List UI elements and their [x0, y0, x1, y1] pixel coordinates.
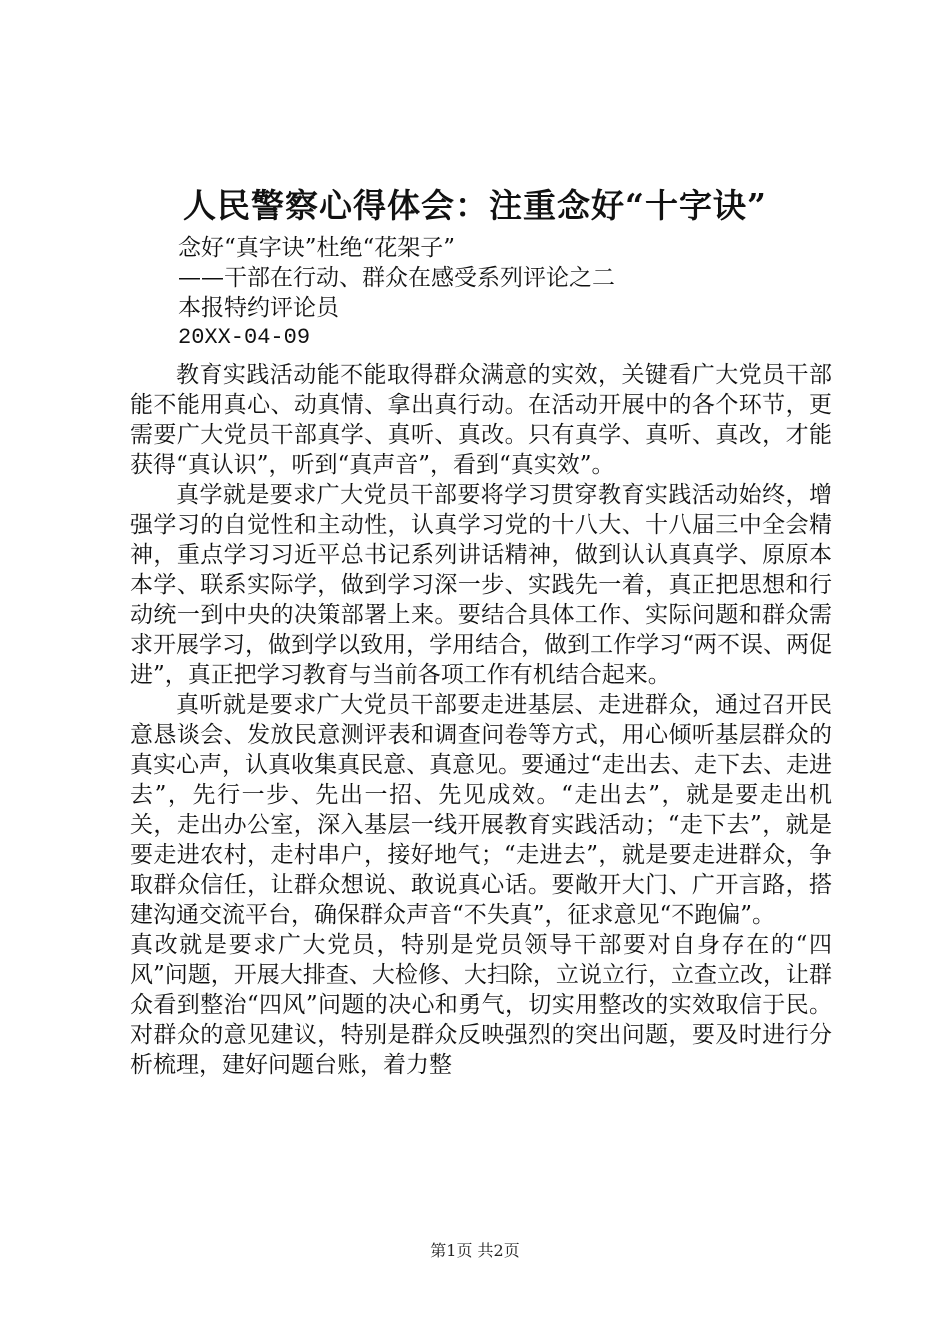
- document-subtitle: 念好“真字诀”杜绝“花架子”: [178, 235, 456, 261]
- page-footer: 第1页 共2页: [430, 1241, 520, 1260]
- series-line: ——干部在行动、群众在感受系列评论之二: [178, 265, 615, 291]
- document-meta: [178, 233, 878, 353]
- date-line: 20XX-04-09: [178, 325, 311, 350]
- paragraph-zhengai: 真改就是要求广大党员，特别是党员领导干部要对自身存在的“四风”问题，开展大排查、大检修、大扫除，立说立行，立查立改，让群众看到整治“四风”问题的决心和勇气，切实用整改的实效取信于民。对群众的意见建议，特别是群众反映强烈的突出问题，要及时进行分析梳理，建好问题台账，着力整: [130, 932, 832, 1078]
- document-body: [130, 360, 832, 1080]
- document-title: 人民警察心得体会：注重念好“十字诀”: [183, 186, 767, 225]
- paragraph-intro: 教育实践活动能不能取得群众满意的实效，关键看广大党员干部能不能用真心、动真情、拿出真行动。在活动开展中的各个环节，更需要广大党员干部真学、真听、真改。只有真学、真听、真改，才能获得“真认识”，听到“真声音”，看到“真实效”。: [130, 362, 832, 478]
- author-line: 本报特约评论员: [178, 295, 339, 321]
- paragraph-zhenting: 真听就是要求广大党员干部要走进基层、走进群众，通过召开民意恳谈会、发放民意测评表和调查问卷等方式，用心倾听基层群众的真实心声，认真收集真民意、真意见。要通过“走出去、走下去、走进去”，先行一步、先出一招、先见成效。“走出去”，就是要走出机关，走出办公室，深入基层一线开展教育实践活动；“走下去”，就是要走进农村，走村串户，接好地气；“走进去”，就是要走进群众，争取群众信任，让群众想说、敢说真心话。要敞开大门、广开言路，搭建沟通交流平台，确保群众声音“不失真”，征求意见“不跑偏”。: [130, 692, 832, 928]
- paragraph-zhenxue: 真学就是要求广大党员干部要将学习贯穿教育实践活动始终，增强学习的自觉性和主动性，认真学习党的十八大、十八届三中全会精神，重点学习习近平总书记系列讲话精神，做到认认真真学、原原本本学、联系实际学，做到学习深一步、实践先一着，真正把思想和行动统一到中央的决策部署上来。要结合具体工作、实际问题和群众需求开展学习，做到学以致用，学用结合，做到工作学习“两不误、两促进”，真正把学习教育与当前各项工作有机结合起来。: [130, 482, 832, 688]
